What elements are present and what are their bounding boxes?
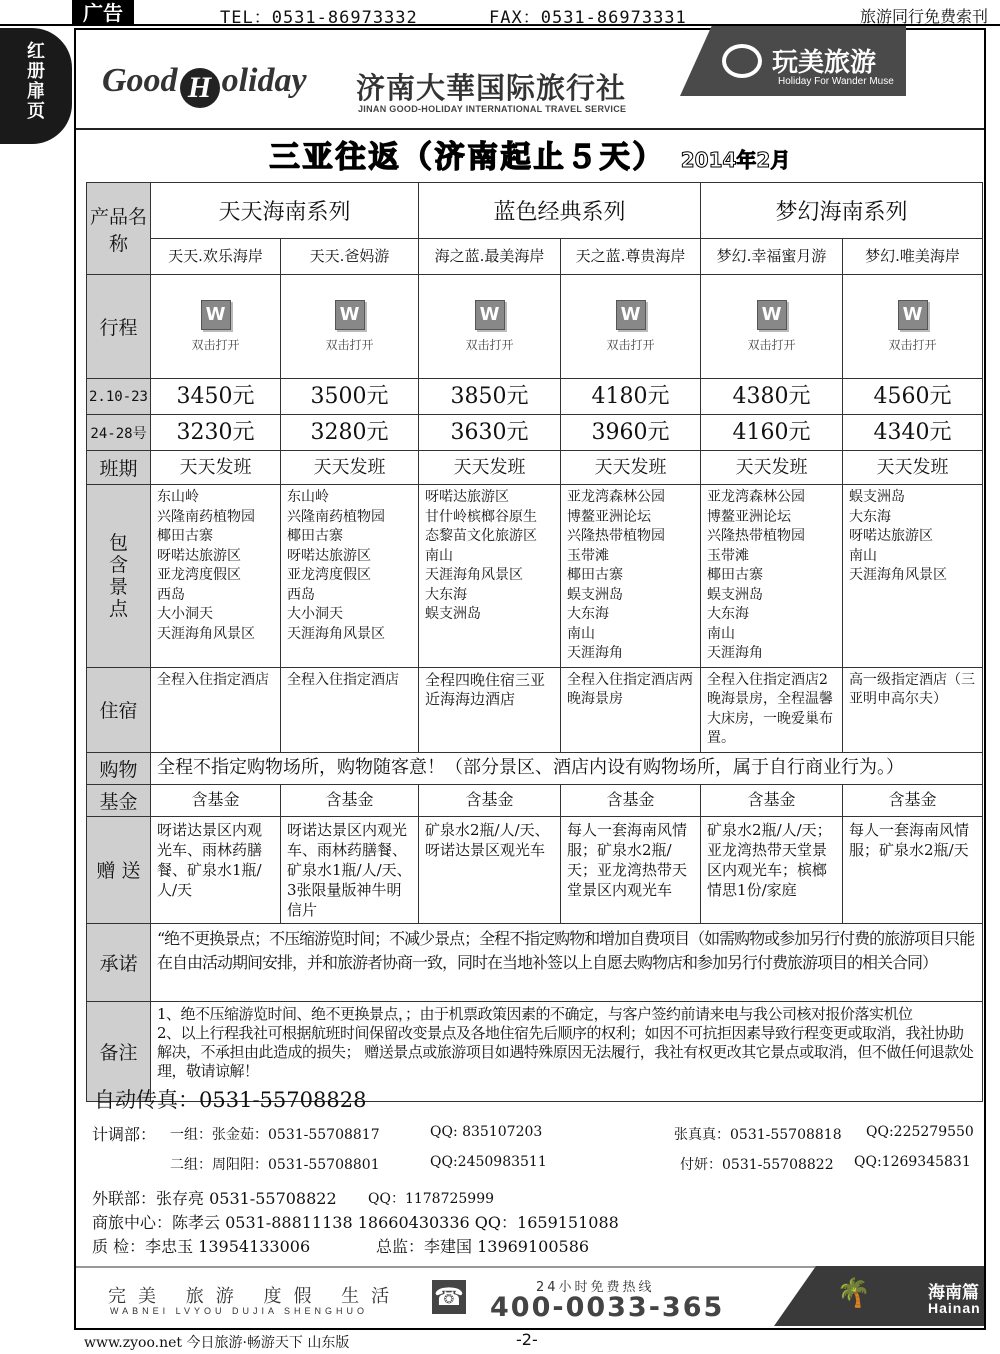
- title-date: 2014年2月: [680, 148, 791, 172]
- side-tab-char: 页: [27, 101, 45, 122]
- top-contact-line: [220, 3, 687, 28]
- label-spots: [87, 485, 151, 668]
- product-name: 梦幻.唯美海岸: [843, 239, 983, 275]
- price: 3960元: [561, 415, 701, 451]
- series-blue-classic: 蓝色经典系列: [419, 183, 701, 239]
- open-hint: 双击打开: [191, 338, 240, 352]
- label-hotel: 住宿: [87, 667, 151, 752]
- series-dream: 梦幻海南系列: [701, 183, 983, 239]
- shopping-policy: 全程不指定购物场所，购物随客意！（部分景区、酒店内设有购物场所，属于自行商业行为。）: [151, 752, 983, 784]
- product-name: 天天.欢乐海岸: [151, 239, 281, 275]
- slogan-en: WABNEI LVYOU DUJIA SHENGHUO: [110, 1306, 369, 1316]
- spot: 亚龙湾森林公园: [707, 489, 806, 505]
- side-tab-char: 红: [27, 41, 45, 62]
- note-item: 1、绝不压缩游览时间、绝不更换景点，；由于机票政策因素的不确定，与客户签约前请来电与我公司核对报价落实机位: [157, 1004, 913, 1023]
- product-name: 海之蓝.最美海岸: [419, 239, 561, 275]
- gift: 矿泉水2瓶/人/天、呀诺达景区观光车: [419, 816, 561, 923]
- label-promise: 承诺: [87, 923, 151, 1001]
- gift: 每人一套海南风情服；矿泉水2瓶/天；亚龙湾热带天堂景区内观光车: [561, 816, 701, 923]
- top-strip: [0, 0, 1000, 26]
- gift: 呀诺达景区内观光车、雨林药膳餐、矿泉水1瓶/人/天、3张限量版神牛明信片: [281, 816, 419, 923]
- agency-name-cn: 济南大華国际旅行社: [356, 71, 627, 105]
- word-doc-icon[interactable]: W: [475, 300, 505, 330]
- spot: 椰田古寨: [707, 567, 764, 583]
- top-right-text: 旅游同行免费索刊: [859, 7, 988, 26]
- spot: 兴隆热带植物园: [567, 528, 666, 544]
- spot: 亚龙湾森林公园: [567, 489, 666, 505]
- spot: 南山: [849, 547, 878, 564]
- spot: 大小洞天: [287, 606, 343, 622]
- contact-business: 商旅中心：陈孝云 0531-88811138 18660430336 QQ：1659151088: [92, 1213, 619, 1232]
- spot: 东山岭: [287, 489, 329, 505]
- spot: 天涯海角: [707, 645, 764, 661]
- spots-list: [151, 485, 281, 668]
- hotline-label: 24小时免费热线: [536, 1280, 655, 1295]
- word-doc-icon[interactable]: W: [616, 300, 646, 330]
- hotel: 全程四晚住宿三亚近海海边酒店: [419, 667, 561, 752]
- spot: 蜈支洲岛: [849, 489, 906, 505]
- spot: 玉带滩: [707, 547, 750, 564]
- label-schedule: 班期: [87, 451, 151, 485]
- gift: 矿泉水2瓶/人/天；亚龙湾热带天堂景区内观光车；槟榔情思1份/家庭: [701, 816, 843, 923]
- fund: 含基金: [419, 784, 561, 816]
- tour-table: [86, 182, 983, 1102]
- site-line: www.zyoo.net 今日旅游·畅游天下 山东版: [84, 1335, 350, 1351]
- spot: 甘什岭槟榔谷原生: [425, 508, 538, 525]
- contacts: [76, 1080, 984, 1260]
- schedule: 天天发班: [281, 451, 419, 485]
- spot: 南山: [707, 625, 736, 642]
- gift: 每人一套海南风情服；矿泉水2瓶/天: [843, 816, 983, 923]
- spot: 兴隆南药植物园: [157, 508, 255, 525]
- fund: 含基金: [843, 784, 983, 816]
- label-fund: 基金: [87, 784, 151, 816]
- spot: 天涯海角风景区: [157, 625, 255, 642]
- spot: 南山: [567, 625, 596, 642]
- promise-text: “绝不更换景点；不压缩游览时间；不减少景点；全程不指定购物和增加自费项目（如需购物或参加另行付费的旅游项目只能在自由活动期间安排，并和旅游者协商一致，同时在当地补签以上自愿去购物店和参加另行付费旅游项目的相关合同）: [151, 923, 983, 1001]
- schedule: 天天发班: [561, 451, 701, 485]
- spot: 椰田古寨: [287, 528, 343, 544]
- title-row: [76, 132, 984, 180]
- fund: 含基金: [701, 784, 843, 816]
- spots-list: [561, 485, 701, 668]
- spot: 天涯海角风景区: [849, 567, 948, 583]
- open-hint: 双击打开: [747, 338, 796, 352]
- price: 3450元: [151, 379, 281, 415]
- spot: 兴隆南药植物园: [287, 508, 385, 525]
- spot: 椰田古寨: [157, 528, 213, 544]
- page-title: 三亚往返（济南起止５天）: [269, 140, 666, 175]
- schedule: 天天发班: [701, 451, 843, 485]
- side-tab-char: 扉: [27, 81, 45, 102]
- series-tiantian: 天天海南系列: [151, 183, 419, 239]
- ad-label: 广告: [72, 0, 134, 26]
- product-name: 天天.爸妈游: [281, 239, 419, 275]
- contact-group1: 一组：张金茹：0531-55708817: [170, 1127, 380, 1143]
- brand-smile-icon: [722, 44, 762, 78]
- price: 3850元: [419, 379, 561, 415]
- spots-list: [419, 485, 561, 668]
- label-gift: 赠 送: [87, 816, 151, 923]
- spot: 呀喏达旅游区: [849, 528, 934, 544]
- spot: 亚龙湾度假区: [157, 567, 241, 583]
- price: 4160元: [701, 415, 843, 451]
- contact-fu: 付妍：0531-55708822: [680, 1157, 834, 1173]
- top-fax: FAX：0531-86973331: [489, 8, 687, 28]
- word-doc-icon[interactable]: W: [898, 300, 928, 330]
- hotel: 全程入住指定酒店两晚海景房: [561, 667, 701, 752]
- contact-group1-qq: QQ: 835107203: [430, 1124, 543, 1140]
- date-range: 24-28号: [87, 415, 151, 451]
- brand-name-cn: 玩美旅游: [772, 48, 877, 78]
- schedule: 天天发班: [151, 451, 281, 485]
- hotel: 全程入住指定酒店2晚海景房，全程温馨大床房，一晚爱巢布置。: [701, 667, 843, 752]
- palm-tree-icon: 🌴: [836, 1276, 871, 1309]
- spot: 椰田古寨: [567, 567, 624, 583]
- logo-text-good: Good: [102, 62, 178, 99]
- contact-zhang: 张真真：0531-55708818: [674, 1127, 842, 1143]
- label-spots-char: 点: [108, 597, 128, 620]
- fund: 含基金: [561, 784, 701, 816]
- word-doc-icon[interactable]: W: [757, 300, 787, 330]
- contact-group2-qq: QQ:2450983511: [430, 1154, 547, 1170]
- spot: 南山: [425, 547, 454, 564]
- product-name: 梦幻.幸福蜜月游: [701, 239, 843, 275]
- label-itinerary: 行程: [87, 275, 151, 379]
- spot: 态黎苗文化旅游区: [425, 528, 538, 544]
- hotel: 高一级指定酒店（三亚明申高尔夫）: [843, 667, 983, 752]
- itinerary-doc[interactable]: [281, 275, 419, 379]
- brand-name-en: Holiday For Wander Muse: [778, 76, 894, 87]
- label-spots-char: 包: [108, 531, 128, 554]
- contact-zhang-qq: QQ:225279550: [866, 1124, 974, 1140]
- price: 4180元: [561, 379, 701, 415]
- hainan-cn: 海南篇: [928, 1283, 979, 1303]
- price: 3280元: [281, 415, 419, 451]
- spot: 天涯海角风景区: [425, 567, 524, 583]
- open-hint: 双击打开: [888, 338, 937, 352]
- contact-qc: 质 检：李忠玉 13954133006: [92, 1237, 311, 1256]
- goodholiday-logo: [102, 62, 307, 108]
- schedule: 天天发班: [419, 451, 561, 485]
- spot: 天涯海角风景区: [287, 625, 385, 642]
- price: 3630元: [419, 415, 561, 451]
- itinerary-doc[interactable]: [701, 275, 843, 379]
- spots-list: [843, 485, 983, 668]
- label-spots-char: 景: [108, 575, 128, 598]
- schedule: 天天发班: [843, 451, 983, 485]
- spot: 蜈支洲岛: [707, 586, 764, 603]
- price: 4380元: [701, 379, 843, 415]
- word-doc-icon[interactable]: W: [335, 300, 365, 330]
- spot: 大东海: [425, 586, 468, 603]
- spot: 大东海: [849, 508, 892, 525]
- side-tab: [0, 28, 72, 144]
- phone-icon: ☎: [432, 1280, 466, 1314]
- date-range: 2.10-23: [87, 379, 151, 415]
- spot: 大东海: [567, 606, 610, 622]
- contact-foreign: 外联部：张存亮 0531-55708822: [92, 1189, 337, 1208]
- word-doc-icon[interactable]: W: [201, 300, 231, 330]
- contact-fu-qq: QQ:1269345831: [854, 1154, 971, 1170]
- spot: 大东海: [707, 606, 750, 622]
- fund: 含基金: [281, 784, 419, 816]
- spot: 兴隆热带植物园: [707, 528, 806, 544]
- label-notes: 备注: [87, 1001, 151, 1101]
- spot: 天涯海角: [567, 645, 624, 661]
- spot: 博鳌亚洲论坛: [707, 508, 792, 525]
- spot: 呀喏达旅游区: [157, 547, 241, 564]
- open-hint: 双击打开: [325, 338, 374, 352]
- itinerary-doc[interactable]: [843, 275, 983, 379]
- spot: 东山岭: [157, 489, 199, 505]
- logo-text-oliday: oliday: [221, 62, 307, 99]
- spot: 蜈支洲岛: [567, 586, 624, 603]
- agency-name-en: JINAN GOOD-HOLIDAY INTERNATIONAL TRAVEL SERVICE: [358, 104, 627, 114]
- hainan-en: Hainan: [928, 1300, 981, 1316]
- spot: 呀喏达旅游区: [425, 489, 510, 505]
- spot: 西岛: [287, 586, 315, 603]
- open-hint: 双击打开: [606, 338, 655, 352]
- itinerary-doc[interactable]: [419, 275, 561, 379]
- logo-h-mark: H: [180, 68, 220, 108]
- spot: 大小洞天: [157, 606, 213, 622]
- itinerary-doc[interactable]: [561, 275, 701, 379]
- note-item: 2、以上行程我社可根据航班时间保留改变景点及各地住宿先后顺序的权利；如因不可抗拒因素导致行程变更或取消，我社协助解决，不承担由此造成的损失； 赠送景点或旅游项目如遇特殊原因无法履行，我社有权更改其它景点或取消，但不做任何退款处理，敬请谅解！: [157, 1023, 974, 1080]
- product-name: 天之蓝.尊贵海岸: [561, 239, 701, 275]
- price: 3500元: [281, 379, 419, 415]
- page-number: -2-: [516, 1330, 538, 1349]
- side-tab-char: 册: [27, 61, 45, 82]
- label-shopping: 购物: [87, 752, 151, 784]
- auto-fax: 自动传真：0531-55708828: [94, 1088, 367, 1112]
- price: 3230元: [151, 415, 281, 451]
- spots-list: [701, 485, 843, 668]
- fund: 含基金: [151, 784, 281, 816]
- gift: 呀诺达景区内观光车、雨林药膳餐、矿泉水1瓶/人/天: [151, 816, 281, 923]
- top-tel: TEL：0531-86973332: [220, 8, 418, 28]
- spot: 蜈支洲岛: [425, 606, 482, 622]
- hotel: 全程入住指定酒店: [281, 667, 419, 752]
- slogan: 完美 旅游 度假 生活: [108, 1286, 402, 1307]
- label-spots-char: 含: [108, 553, 128, 576]
- contact-group2: 二组：周阳阳：0531-55708801: [170, 1157, 380, 1173]
- contact-foreign-qq: QQ：1178725999: [368, 1191, 495, 1207]
- price: 4560元: [843, 379, 983, 415]
- spot: 呀喏达旅游区: [287, 547, 371, 564]
- spot: 西岛: [157, 586, 185, 603]
- label-product: 产品名称: [87, 183, 151, 275]
- spot: 博鳌亚洲论坛: [567, 508, 652, 525]
- dept-label: 计调部：: [92, 1125, 157, 1144]
- open-hint: 双击打开: [465, 338, 514, 352]
- spot: 亚龙湾度假区: [287, 567, 371, 583]
- price: 4340元: [843, 415, 983, 451]
- spot: 玉带滩: [567, 547, 610, 564]
- spots-list: [281, 485, 419, 668]
- itinerary-doc[interactable]: [151, 275, 281, 379]
- hotline-number[interactable]: 400-0033-365: [490, 1292, 725, 1323]
- hotel: 全程入住指定酒店: [151, 667, 281, 752]
- contact-director: 总监：李建国 13969100586: [376, 1237, 590, 1256]
